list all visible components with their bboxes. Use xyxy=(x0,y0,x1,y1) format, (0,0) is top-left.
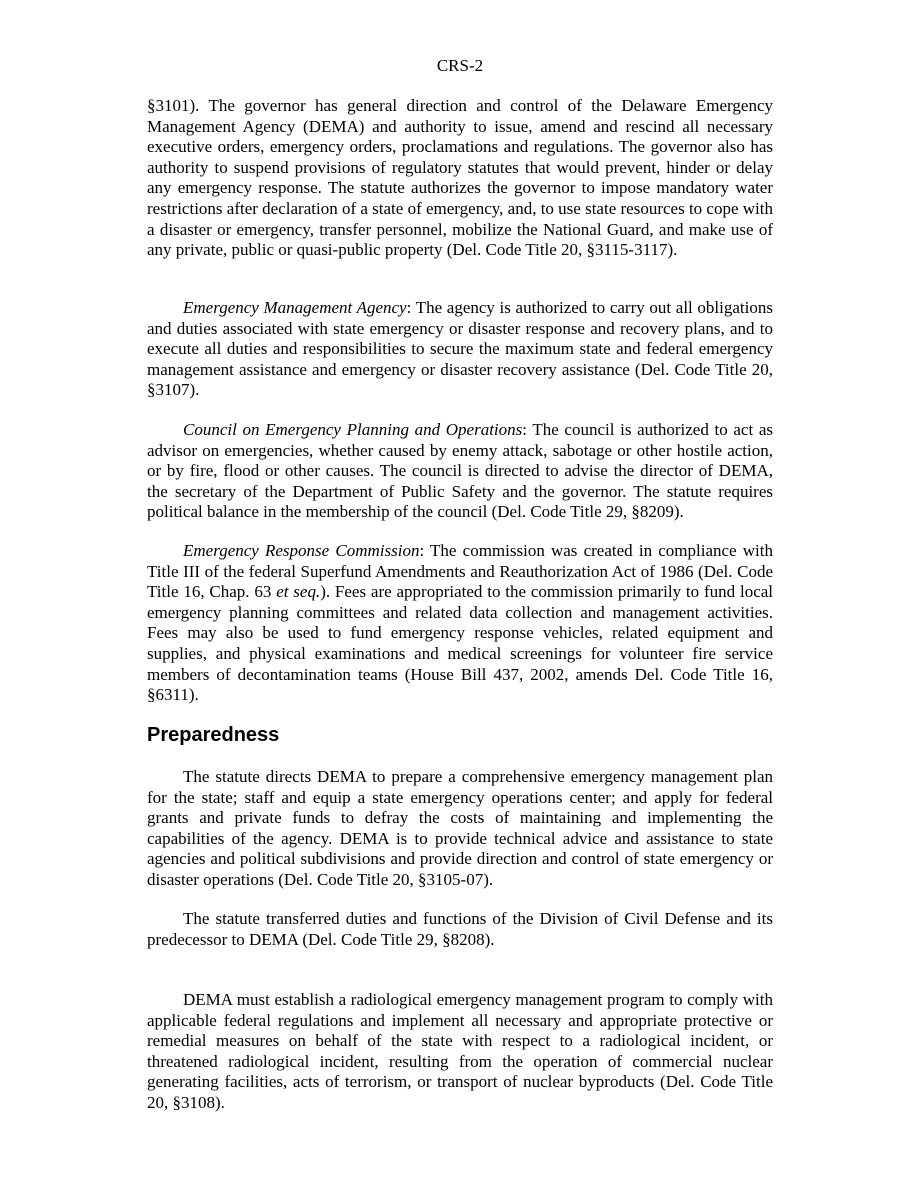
paragraph-emergency-response-commission xyxy=(147,541,773,706)
paragraph-council-emergency-planning-body: : The council is authorized to act as advisor on emergencies, whether caused by enemy attack, sabotage or other hostile action, or by fire, flood or other causes. The council is directed to advise the director of DEMA, the secretary of the Department of Public Safety and the governor. The statute requires political balance in the membership of the council (Del. Code Title 29, §8209). xyxy=(147,420,773,522)
paragraph-civil-defense-transfer: The statute transferred duties and functions of the Division of Civil Defense and its predecessor to DEMA (Del. Code Title 29, §8208). xyxy=(147,909,773,949)
term-emergency-response-commission: Emergency Response Commission xyxy=(183,541,420,560)
paragraph-emergency-response-commission-body-b: ). Fees are appropriated to the commission primarily to fund local emergency planning committees and related data collection and management activities. Fees may also be used to fund emergency response vehicles, related equipment and supplies, and physical examinations and medical screenings for volunteer fire service members of decontamination teams (House Bill 437, 2002, amends Del. Code Title 16, §6311). xyxy=(147,582,774,705)
paragraph-radiological-program: DEMA must establish a radiological emergency management program to comply with applicable federal regulations and implement all necessary and appropriate protective or remedial measures on behalf of the state with respect to a radiological incident, or threatened radiological incident, resulting from the operation of commercial nuclear generating facilities, acts of terrorism, or transport of nuclear byproducts (Del. Code Title 20, §3108). xyxy=(147,990,773,1112)
page-number-header: CRS-2 xyxy=(436,56,484,75)
paragraph-preparedness-plan: The statute directs DEMA to prepare a comprehensive emergency management plan for the state; staff and equip a state emergency operations center; and apply for federal grants and private funds to defray the costs of maintaining and implementing the capabilities of the agency. DEMA is to provide technical advice and assistance to state agencies and political subdivisions and provide direction and control of state emergency or disaster operations (Del. Code Title 20, §3105-07). xyxy=(147,767,773,889)
term-et-seq: et seq. xyxy=(276,582,321,602)
paragraph-emergency-management-agency-body: : The agency is authorized to carry out all obligations and duties associated with state emergency or disaster response and recovery plans, and to execute all duties and responsibilities to secure the maximum state and federal emergency management assistance and emergency or disaster recovery assistance (Del. Code Title 20, §3107). xyxy=(147,298,773,400)
paragraph-governor-authority: §3101). The governor has general direction and control of the Delaware Emergency Management Agency (DEMA) and authority to issue, amend and rescind all necessary executive orders, emergency orders, proclamations and regulations. The governor also has authority to suspend provisions of regulatory statutes that would prevent, hinder or delay any emergency response. The statute authorizes the governor to impose mandatory water restrictions after declaration of a state of emergency, and, to use state resources to cope with a disaster or emergency, transfer personnel, mobilize the National Guard, and make use of any private, public or quasi-public property (Del. Code Title 20, §3115-3117). xyxy=(147,96,773,260)
term-council-emergency-planning: Council on Emergency Planning and Operations xyxy=(183,420,523,439)
paragraph-council-emergency-planning xyxy=(147,420,773,523)
term-emergency-management-agency: Emergency Management Agency xyxy=(183,298,407,317)
paragraph-emergency-response-commission-body-a: : The commission was created in compliance with Title III of the federal Superfund Amendments and Reauthorization Act of 1986 (Del. Code Title 16, Chap. 63 xyxy=(147,541,773,602)
paragraph-emergency-management-agency xyxy=(147,298,773,401)
section-heading-preparedness: Preparedness xyxy=(147,724,280,746)
